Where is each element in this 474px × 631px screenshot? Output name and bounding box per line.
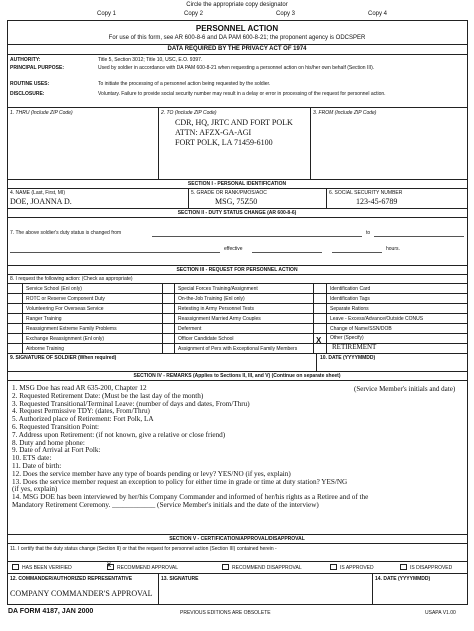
authority-label: AUTHORITY: <box>10 57 41 63</box>
recommend-approval-mark: X <box>107 563 112 569</box>
previous-editions: PREVIOUS EDITIONS ARE OBSOLETE <box>180 610 271 616</box>
copy-4[interactable]: Copy 4 <box>368 11 388 17</box>
recommend-disapproval-label: RECOMMEND DISAPPROVAL <box>232 565 302 571</box>
grade-value[interactable]: MSG, 75Z50 <box>215 197 258 206</box>
form-number: DA FORM 4187, JAN 2000 <box>8 608 94 615</box>
hours-word: hours. <box>386 246 400 252</box>
opt-married-couples[interactable]: Reassignment Married Army Couples <box>178 316 261 322</box>
remark-14-cont: Mandatory Retirement Ceremony. ____________ (Service Member's initials and the date of the interview) <box>12 500 319 509</box>
copy-1[interactable]: Copy 1 <box>97 11 117 17</box>
usapa-version: USAPA V1.00 <box>425 610 456 616</box>
copy-2[interactable]: Copy 2 <box>184 11 204 17</box>
authority-text: Title 5, Section 3012; Title 10, USC, E.O. 9397. <box>98 57 203 63</box>
section-1-title: SECTION I - PERSONAL IDENTIFICATION <box>187 181 287 187</box>
opt-ojt[interactable]: On-the-Job Training (Enl only) <box>178 296 245 302</box>
opt-other[interactable]: Other (Specify) <box>330 335 364 341</box>
opt-family-problems[interactable]: Reassignment Extreme Family Problems <box>26 326 117 332</box>
remark-8: 8. Duty and home phone: <box>12 438 85 447</box>
remark-6: 6. Requested Transition Point: <box>12 422 100 431</box>
opt-deferment[interactable]: Deferment <box>178 326 202 332</box>
from-label: 3. FROM (Include ZIP Code) <box>313 110 377 116</box>
to-label: 2. TO (Include ZIP Code) <box>161 110 217 116</box>
commander-label: 12. COMMANDER/AUTHORIZED REPRESENTATIVE <box>10 576 133 582</box>
section-5-title: SECTION V - CERTIFICATION/APPROVAL/DISAPPROVAL <box>169 536 305 542</box>
disapproved-checkbox[interactable] <box>400 564 407 570</box>
approved-label: IS APPROVED <box>340 565 374 571</box>
recommend-approval-label: RECOMMEND APPROVAL <box>117 565 179 571</box>
duty-to-word: to <box>366 230 371 236</box>
to-line-2[interactable]: ATTN: AFZX-GA-AGI <box>175 128 252 137</box>
opt-efmp[interactable]: Assignment of Pers with Exceptional Family Members <box>178 346 298 352</box>
section-4-title: SECTION IV - REMARKS (Applies to Sections II, III, and V) (Continue on separate sheet) <box>133 373 341 379</box>
thru-label: 1. THRU (Include ZIP Code) <box>10 110 73 116</box>
remark-12: 12. Does the service member have any type of boards pending or levy? YES/NO (if yes, explain) <box>12 469 291 478</box>
effective-word: effective <box>224 246 243 252</box>
opt-retesting[interactable]: Retesting in Army Personnel Tests <box>178 306 255 312</box>
remark-11: 11. Date of birth: <box>12 461 62 470</box>
routine-uses-label: ROUTINE USES: <box>10 81 50 87</box>
remark-3: 3. Requested Transitional/Terminal Leave: (number of days and dates, From/Thru) <box>12 399 250 408</box>
opt-id-card[interactable]: Identification Card <box>330 286 371 292</box>
form-title: PERSONNEL ACTION <box>195 24 279 33</box>
section-2-title: SECTION II - DUTY STATUS CHANGE (AR 600-8-6) <box>177 210 297 216</box>
section-3-title: SECTION III - REQUEST FOR PERSONNEL ACTION <box>176 267 298 273</box>
remark-13: 13. Does the service member request an exception to policy for either time in grade or time at duty station? YES/NG <box>12 477 348 486</box>
opt-airborne[interactable]: Airborne Training <box>26 346 65 352</box>
name-label: 4. NAME (Last, First, MI) <box>10 190 66 196</box>
opt-exchange[interactable]: Exchange Reassignment (Enl only) <box>26 336 105 342</box>
remark-7: 7. Address upon Retirement: (if not known, give a relative or close friend) <box>12 430 226 439</box>
approved-checkbox[interactable] <box>330 564 337 570</box>
remark-14: 14. MSG DOE has been interviewed by her/his Company Commander and informed of her/his rights as a Retiree and of the <box>12 493 369 502</box>
routine-uses-text: To initiate the processing of a personnel action being requested by the soldier. <box>98 81 271 87</box>
soldier-signature-label: 9. SIGNATURE OF SOLDIER (When required) <box>10 355 117 361</box>
recommend-disapproval-checkbox[interactable] <box>222 564 229 570</box>
privacy-title: DATA REQUIRED BY THE PRIVACY ACT OF 1974 <box>167 46 307 52</box>
request-instruction: 8. I request the following action: (Check as appropriate) <box>10 276 133 282</box>
opt-ranger[interactable]: Ranger Training <box>26 316 62 322</box>
hours-field[interactable] <box>332 252 382 253</box>
opt-rations[interactable]: Separate Rations <box>330 306 369 312</box>
remark-2: 2. Requested Retirement Date: (Must be the last day of the month) <box>12 391 204 400</box>
opt-overseas[interactable]: Volunteering For Overseas Service <box>26 306 104 312</box>
circle-copy-note: Circle the appropriate copy designator <box>186 2 288 8</box>
remark-5: 5. Authorized place of Retirement: Fort Polk, LA <box>12 415 154 424</box>
verified-label: HAS BEEN VERIFIED <box>22 565 72 571</box>
disclosure-label: DISCLOSURE: <box>10 91 45 97</box>
opt-change-name[interactable]: Change of Name/SSN/DOB <box>330 326 392 332</box>
opt-id-tags[interactable]: Identification Tags <box>330 296 370 302</box>
grade-label: 5. GRADE OR RANK/PMOS/AOC <box>191 190 267 196</box>
copy-3[interactable]: Copy 3 <box>276 11 296 17</box>
duty-to-field[interactable] <box>374 236 464 237</box>
disclosure-text: Voluntary. Failure to provide social security number may result in a delay or error in processing of the request for personnel action. <box>98 91 386 97</box>
ssn-label: 6. SOCIAL SECURITY NUMBER <box>329 190 403 196</box>
other-value[interactable]: RETIREMENT <box>332 343 377 351</box>
opt-special-forces[interactable]: Special Forces Training/Assignment <box>178 286 258 292</box>
to-line-1[interactable]: CDR, HQ, JRTC AND FORT POLK <box>175 118 293 127</box>
signature-label: 13. SIGNATURE <box>161 576 199 582</box>
opt-rotc[interactable]: ROTC or Reserve Component Duty <box>26 296 105 302</box>
form-use-note: For use of this form, see AR 600-8-6 and DA PAM 600-8-21; the proponent agency is ODCSPER <box>108 35 366 41</box>
verified-checkbox[interactable] <box>12 564 19 570</box>
remark-10: 10. ETS date: <box>12 454 52 463</box>
remark-9: 9. Date of Arrival at Fort Polk: <box>12 446 101 455</box>
remark-13-cont: (if yes, explain) <box>12 485 58 494</box>
disapproved-label: IS DISAPPROVED <box>410 565 453 571</box>
soldier-date-label: 10. DATE (YYYYMMDD) <box>320 355 376 361</box>
effective-field[interactable] <box>252 252 322 253</box>
approval-date-label: 14. DATE (YYYYMMDD) <box>375 576 431 582</box>
opt-leave[interactable]: Leave - Excess/Advance/Outside CONUS <box>330 316 424 322</box>
remarks-list[interactable] <box>12 385 368 510</box>
opt-service-school[interactable]: Service School (Enl only) <box>26 286 82 292</box>
duty-change-text: 7. The above soldier's duty status is changed from <box>10 230 122 236</box>
ssn-value[interactable]: 123-45-6789 <box>356 197 398 206</box>
name-value[interactable]: DOE, JOANNA D. <box>10 197 72 206</box>
initials-note: (Service Member's initials and date) <box>354 385 456 393</box>
commander-value[interactable]: COMPANY COMMANDER'S APPROVAL <box>10 589 153 598</box>
duty-line-2[interactable] <box>10 252 220 253</box>
to-line-3[interactable]: FORT POLK, LA 71459-6100 <box>175 138 273 147</box>
remark-4: 4. Request Permissive TDY: (dates, From/Thru) <box>12 407 150 416</box>
opt-ocs[interactable]: Officer Candidate School <box>178 336 234 342</box>
purpose-text: Used by soldier in accordance with DA PAM 600-8-21 when requesting a personnel action on his/her own behalf (Section III). <box>98 65 375 71</box>
certify-text: 11. I certify that the duty status change (Section II) or that the request for personnel action (Section III) contained herein - <box>10 546 277 552</box>
other-checkmark[interactable]: X <box>316 336 322 345</box>
remark-1: 1. MSG Doe has read AR 635-200, Chapter 12 <box>12 384 147 392</box>
purpose-label: PRINCIPAL PURPOSE: <box>10 65 64 71</box>
duty-from-field[interactable] <box>152 236 362 237</box>
